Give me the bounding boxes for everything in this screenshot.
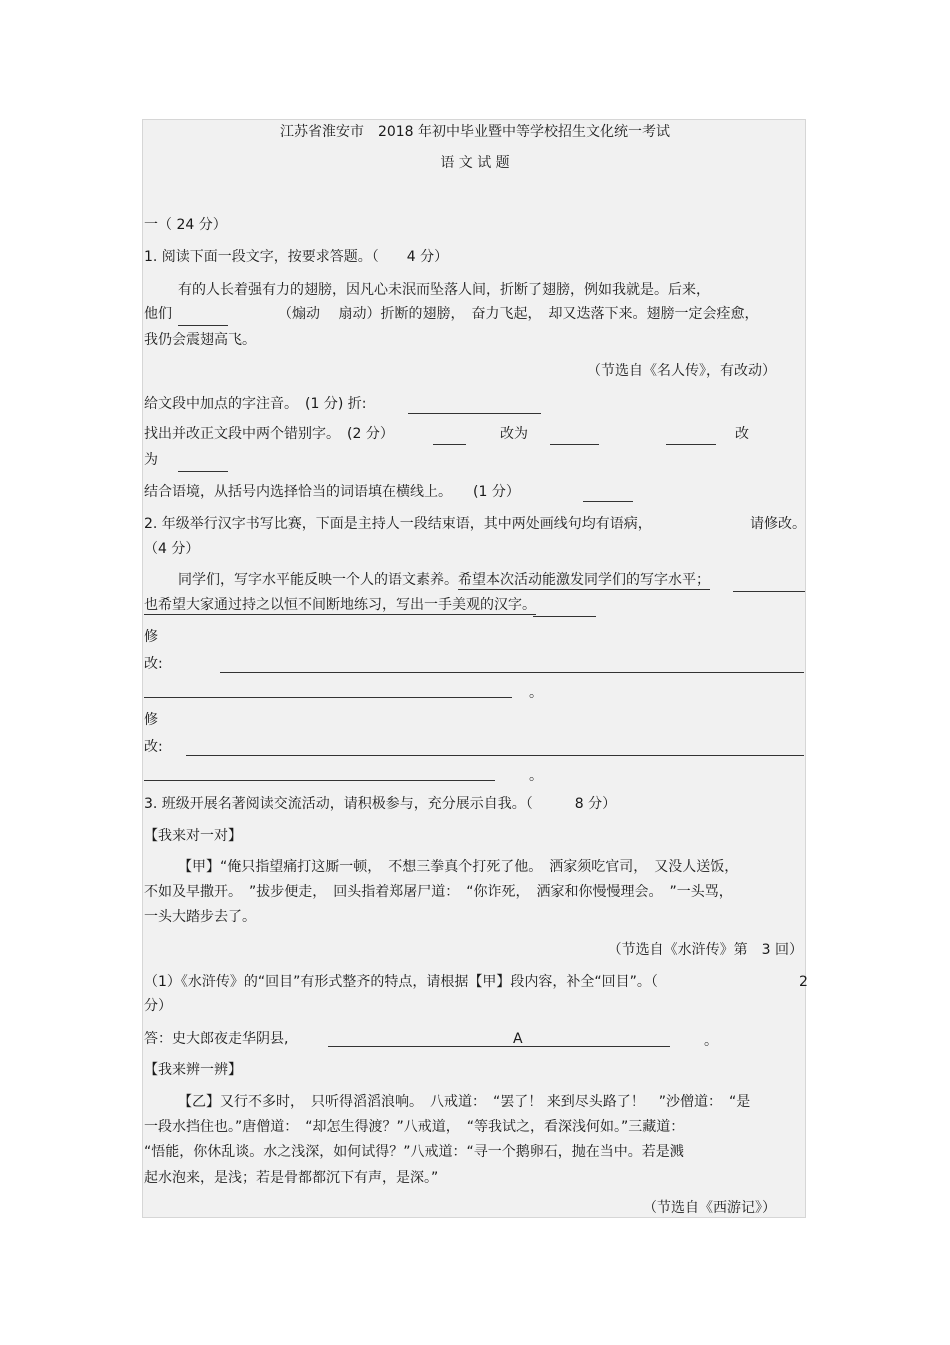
q1-sub1-answer-blank[interactable] — [408, 413, 541, 414]
q1-sub3: 结合语境，从括号内选择恰当的词语填在横线上。 (1 分） — [144, 484, 520, 500]
q2-points: （4 分） — [144, 541, 200, 557]
q2-underline-extension2 — [533, 616, 596, 617]
q2-passage-line2 — [144, 596, 536, 614]
q2-passage-plain: 同学们，写字水平能反映一个人的语文素养。 — [178, 572, 458, 588]
q1-sub2-wei-label: 为 — [144, 452, 158, 468]
q1-passage-line3: 我仍会震翅高飞。 — [144, 332, 256, 348]
q3-yi-line4: 起水泡来，是浅；若是骨都都沉下有声，是深。” — [144, 1170, 439, 1186]
exam-paper — [142, 119, 806, 1218]
q2-underline-extension — [733, 591, 805, 592]
q2-passage-line1 — [178, 571, 710, 589]
q3-prompt: 3. 班级开展名著阅读交流活动，请积极参与，充分展示自我。（ 8 分） — [144, 796, 617, 812]
section-heading: 一（ 24 分） — [144, 217, 227, 233]
q3-jia-line2: 不如及早撒开。 ”拔步便走， 回头指着郑屠尸道： “你诈死， 洒家和你慢慢理会。 ”一头骂， — [144, 884, 733, 900]
exam-title: 江苏省淮安市 2018 年初中毕业暨中等学校招生文化统一考试 — [279, 124, 671, 140]
q2-underlined-sentence1: 希望本次活动能激发同学们的写字水平； — [458, 572, 710, 588]
q3-answer-blank[interactable] — [328, 1046, 670, 1047]
q1-passage-line2b: （煽动 扇动）折断的翅膀， 奋力飞起， 却又迭落下来。翅膀一定会痊愈， — [278, 306, 759, 322]
q3-yi-source: （节选自《西游记》） — [643, 1200, 776, 1216]
q3-jia-source: （节选自《水浒传》第 3 回） — [607, 942, 803, 958]
q2-fix1-answer-line1[interactable] — [220, 672, 804, 673]
q3-yi-line2: 一段水挡住也。”唐僧道： “却怎生得渡？”八戒道， “等我试之，看深浅何如。”三藏道： — [144, 1119, 685, 1135]
q3-jia-line1: 【甲】“俺只指望痛打这厮一顿， 不想三拳真个打死了他。 洒家须吃官司， 又没人送饭， — [178, 859, 739, 875]
q3-jia-line3: 一头大踏步去了。 — [144, 909, 256, 925]
q2-fix1-label-b: 改: — [144, 656, 163, 672]
q1-sub2-change-label: 改为 — [500, 426, 528, 442]
q2-underlined-sentence2: 也希望大家通过持之以恒不间断地练习，写出一手美观的汉字。 — [144, 597, 536, 613]
q1-passage-line1: 有的人长着强有力的翅膀，因凡心未泯而坠落人间，折断了翅膀，例如我就是。后来， — [178, 282, 710, 298]
q3-yi-line3: “悟能，你休乱谈。水之浅深，如何试得？”八戒道：“寻一个鹅卵石，抛在当中。若是溅 — [144, 1144, 684, 1160]
q1-sub3-answer-blank[interactable] — [583, 501, 633, 502]
q3-answer-period: 。 — [704, 1033, 718, 1049]
q3-sub1-points-num: 2 — [799, 974, 808, 990]
q2-prompt-action: 请修改。 — [750, 516, 806, 532]
q2-fix2-answer-line2[interactable] — [144, 780, 495, 781]
q1-sub2-wrong2-blank[interactable] — [666, 444, 716, 445]
exam-subtitle: 语 文 试 题 — [440, 155, 510, 171]
q2-fix2-label-b: 改: — [144, 739, 163, 755]
q3-part1-title: 【我来对一对】 — [144, 828, 242, 844]
q1-sub1: 给文段中加点的字注音。 (1 分) 折: — [144, 396, 367, 412]
q3-sub1-prompt: （1）《水浒传》的“回目”有形式整齐的特点，请根据【甲】段内容，补全“回目”。（ — [144, 974, 658, 990]
q1-prompt: 1. 阅读下面一段文字，按要求答题。（ 4 分） — [144, 249, 449, 265]
q2-fix1-period: 。 — [529, 685, 543, 701]
q2-fix2-label-a: 修 — [144, 712, 158, 728]
q1-passage-line2a: 他们 — [144, 306, 172, 322]
q1-source: （节选自《名人传》，有改动） — [587, 363, 776, 379]
q1-sub2: 找出并改正文段中两个错别字。 (2 分） — [144, 426, 394, 442]
q3-answer-mark: A — [513, 1031, 523, 1047]
q1-sub2-wrong1-blank[interactable] — [433, 444, 466, 445]
q2-prompt: 2. 年级举行汉字书写比赛，下面是主持人一段结束语，其中两处画线句均有语病， — [144, 516, 652, 532]
q3-part2-title: 【我来辨一辨】 — [144, 1062, 242, 1078]
q3-yi-line1: 【乙】又行不多时， 只听得滔滔浪响。 八戒道： “罢了！ 来到尽头路了！ ”沙僧道： “是 — [178, 1094, 751, 1110]
q3-answer-label: 答：史大郎夜走华阴县, — [144, 1031, 289, 1047]
q1-sub2-change2-label: 改 — [735, 426, 749, 442]
q2-fix1-label-a: 修 — [144, 629, 158, 645]
q2-fix1-answer-line2[interactable] — [144, 697, 512, 698]
q1-sub2-correct2-blank[interactable] — [178, 471, 228, 472]
q1-sub2-correct1-blank[interactable] — [550, 444, 599, 445]
q2-fix2-answer-line1[interactable] — [186, 755, 804, 756]
q2-fix2-period: 。 — [529, 768, 543, 784]
q1-fill-blank-inline[interactable] — [178, 325, 228, 326]
q3-sub1-points-unit: 分） — [144, 998, 172, 1014]
